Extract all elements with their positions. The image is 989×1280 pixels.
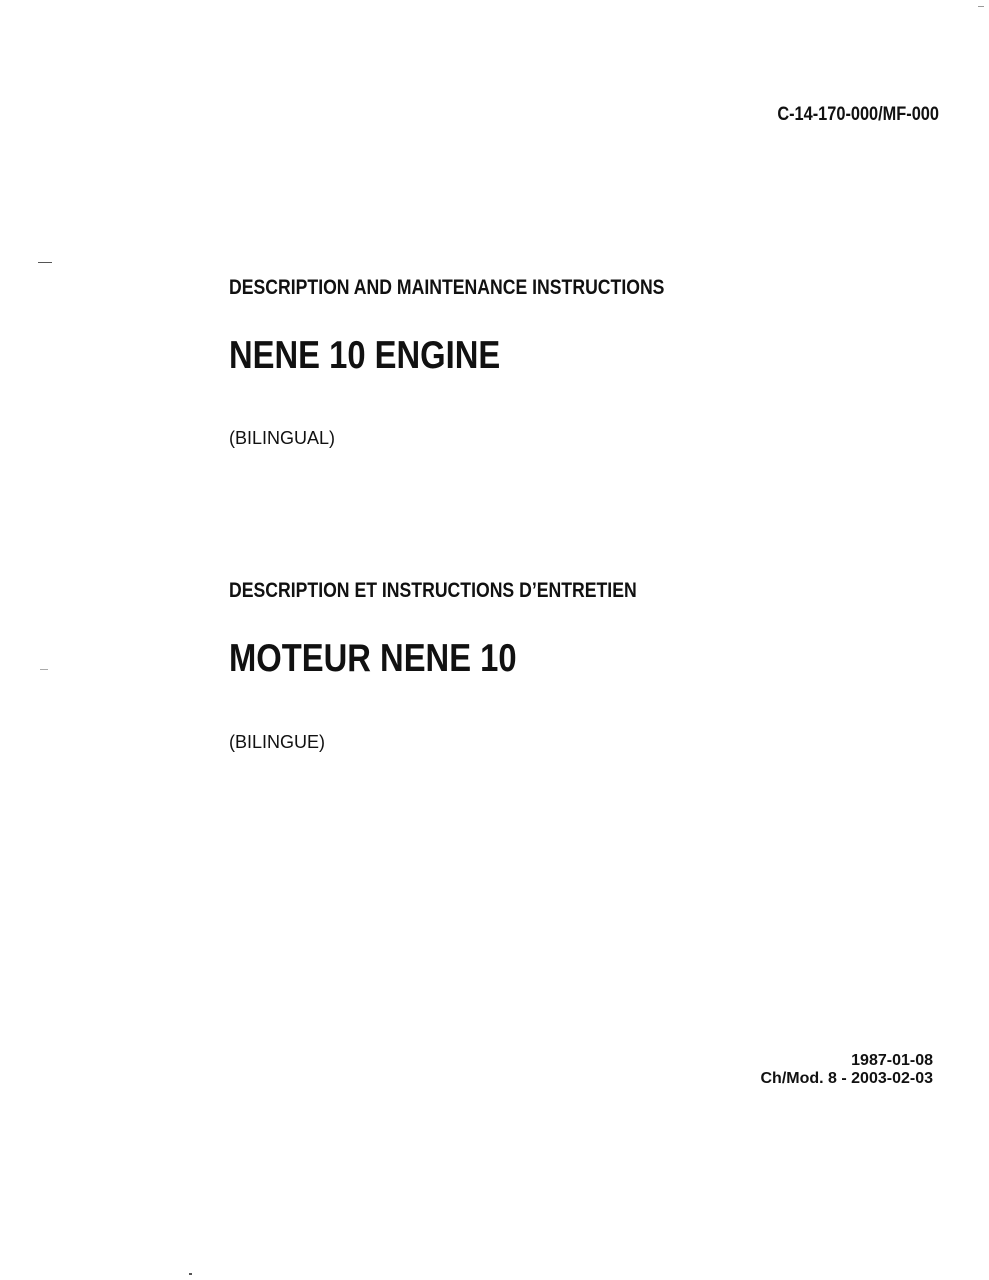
scan-artifact bbox=[40, 669, 48, 670]
french-heading: DESCRIPTION ET INSTRUCTIONS D’ENTRETIEN bbox=[229, 579, 637, 602]
english-title: NENE 10 ENGINE bbox=[229, 334, 501, 377]
scan-artifact bbox=[978, 6, 984, 7]
french-language-note: (BILINGUE) bbox=[229, 732, 326, 752]
change-line: Ch/Mod. 8 - 2003-02-03 bbox=[760, 1070, 933, 1087]
issue-date: 1987-01-08 bbox=[851, 1052, 933, 1069]
document-number: C-14-170-000/MF-000 bbox=[777, 104, 939, 125]
scan-artifact bbox=[38, 262, 52, 263]
issue-date-block bbox=[761, 1052, 934, 1088]
english-language-note: (BILINGUAL) bbox=[229, 428, 336, 448]
french-title: MOTEUR NENE 10 bbox=[229, 637, 517, 680]
english-heading: DESCRIPTION AND MAINTENANCE INSTRUCTIONS bbox=[229, 276, 665, 299]
scan-artifact bbox=[189, 1273, 192, 1275]
